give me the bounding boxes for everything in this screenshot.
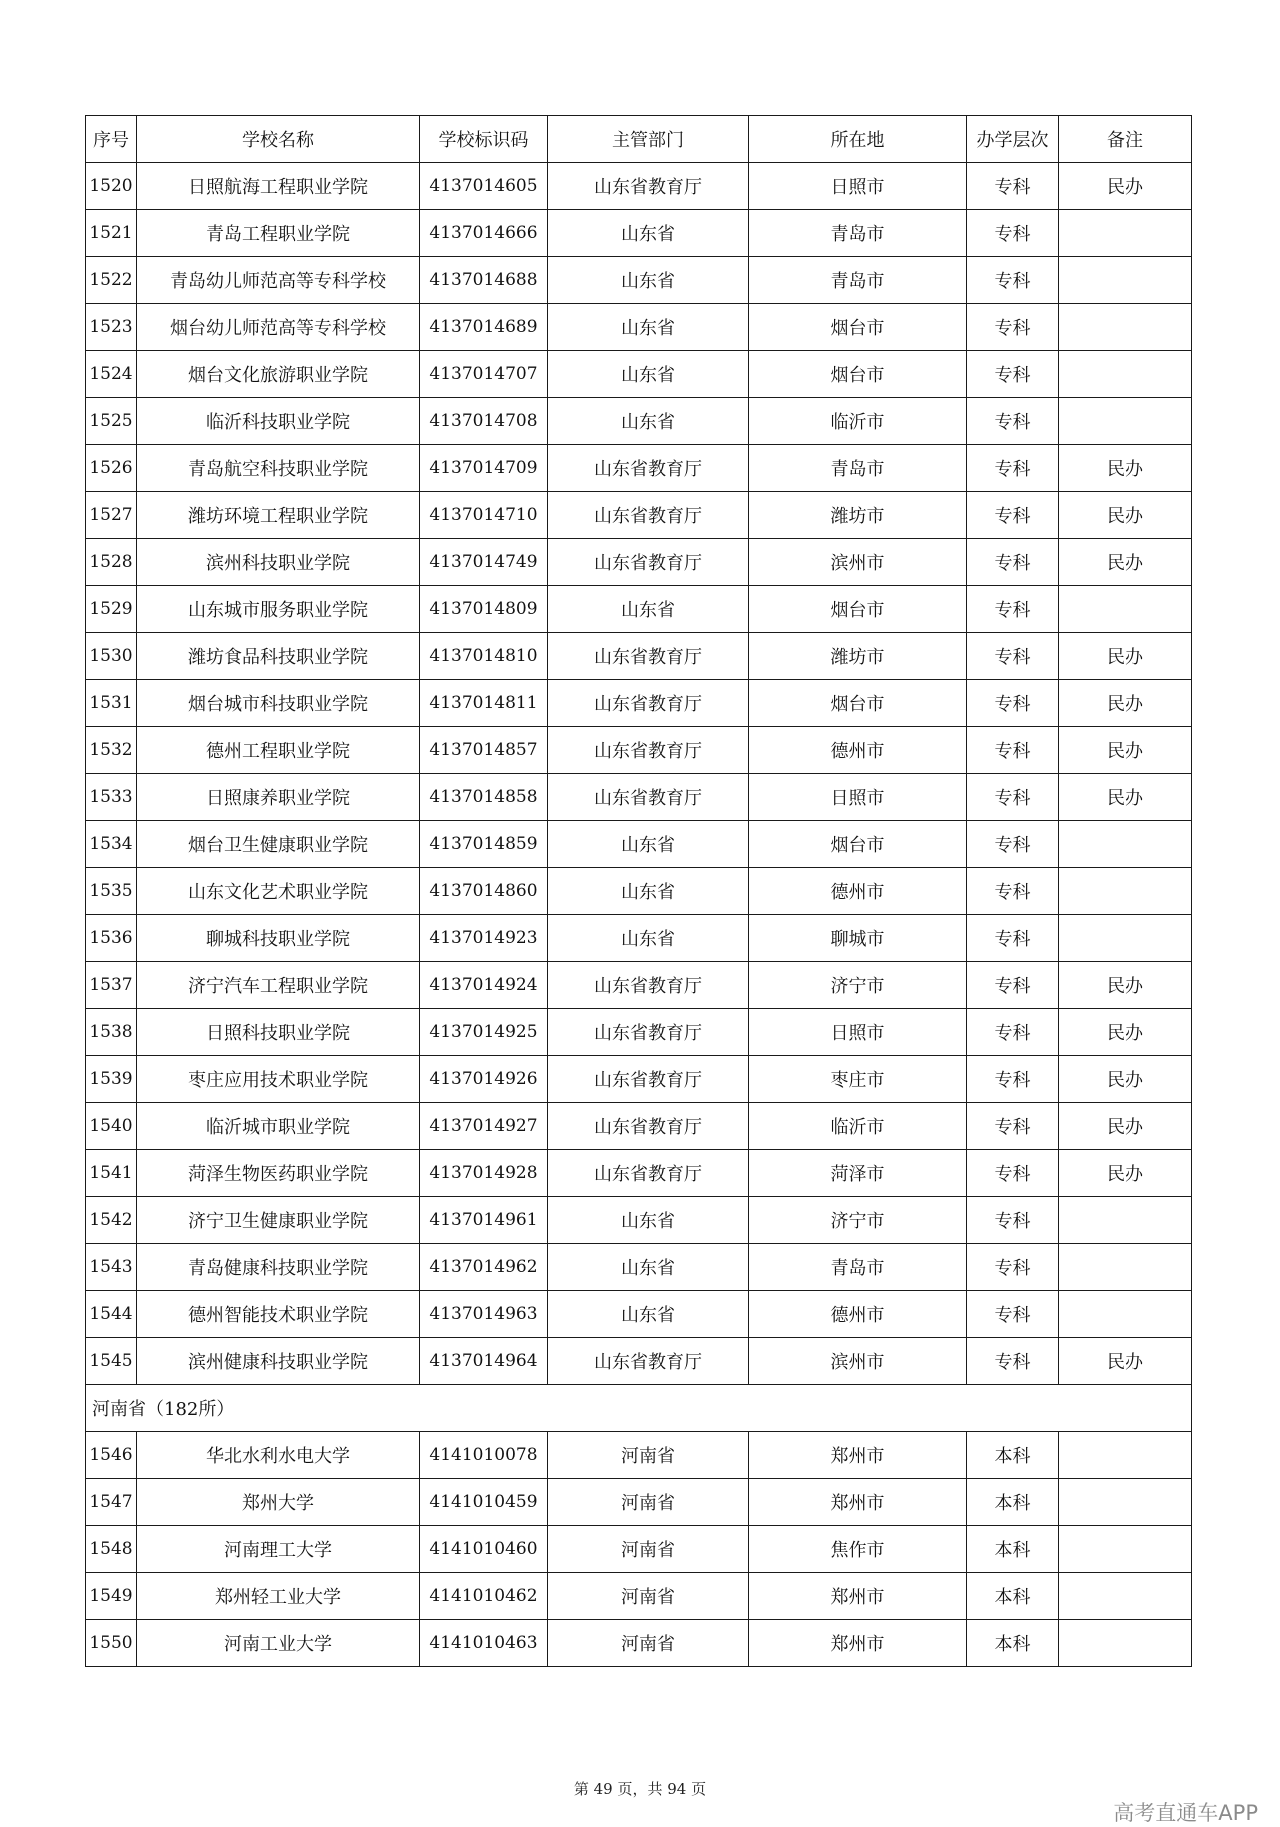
cell-remark	[1059, 1479, 1192, 1526]
cell-seq: 1522	[86, 257, 137, 304]
cell-authority: 山东省	[548, 210, 749, 257]
cell-location: 郑州市	[749, 1432, 967, 1479]
cell-level: 专科	[967, 1244, 1059, 1291]
cell-location: 烟台市	[749, 586, 967, 633]
cell-location: 青岛市	[749, 445, 967, 492]
cell-level: 专科	[967, 1197, 1059, 1244]
cell-remark	[1059, 210, 1192, 257]
cell-location: 德州市	[749, 868, 967, 915]
cell-location: 滨州市	[749, 1338, 967, 1385]
cell-school-name: 山东文化艺术职业学院	[137, 868, 420, 915]
cell-level: 本科	[967, 1526, 1059, 1573]
cell-remark: 民办	[1059, 1056, 1192, 1103]
cell-school-name: 滨州健康科技职业学院	[137, 1338, 420, 1385]
cell-authority: 河南省	[548, 1432, 749, 1479]
cell-school-code: 4141010459	[420, 1479, 548, 1526]
table-row	[86, 962, 1192, 1009]
cell-school-code: 4141010463	[420, 1620, 548, 1667]
cell-seq: 1542	[86, 1197, 137, 1244]
cell-level: 专科	[967, 633, 1059, 680]
cell-school-code: 4141010462	[420, 1573, 548, 1620]
cell-remark: 民办	[1059, 962, 1192, 1009]
cell-school-code: 4137014749	[420, 539, 548, 586]
cell-authority: 山东省教育厅	[548, 539, 749, 586]
cell-location: 枣庄市	[749, 1056, 967, 1103]
cell-school-name: 滨州科技职业学院	[137, 539, 420, 586]
table-row	[86, 539, 1192, 586]
cell-school-name: 德州智能技术职业学院	[137, 1291, 420, 1338]
cell-school-name: 潍坊环境工程职业学院	[137, 492, 420, 539]
cell-seq: 1520	[86, 163, 137, 210]
cell-remark	[1059, 821, 1192, 868]
cell-school-name: 烟台文化旅游职业学院	[137, 351, 420, 398]
cell-school-code: 4137014963	[420, 1291, 548, 1338]
cell-remark: 民办	[1059, 163, 1192, 210]
table-row	[86, 1103, 1192, 1150]
cell-seq: 1535	[86, 868, 137, 915]
cell-location: 潍坊市	[749, 633, 967, 680]
cell-seq: 1538	[86, 1009, 137, 1056]
cell-location: 滨州市	[749, 539, 967, 586]
cell-location: 青岛市	[749, 257, 967, 304]
cell-remark	[1059, 915, 1192, 962]
cell-seq: 1548	[86, 1526, 137, 1573]
cell-authority: 山东省	[548, 1244, 749, 1291]
cell-seq: 1543	[86, 1244, 137, 1291]
cell-school-name: 郑州大学	[137, 1479, 420, 1526]
cell-level: 本科	[967, 1620, 1059, 1667]
table-section-henan	[86, 1385, 1192, 1432]
cell-school-code: 4137014928	[420, 1150, 548, 1197]
cell-seq: 1530	[86, 633, 137, 680]
cell-authority: 山东省	[548, 1197, 749, 1244]
cell-level: 本科	[967, 1573, 1059, 1620]
cell-school-code: 4137014810	[420, 633, 548, 680]
cell-authority: 山东省教育厅	[548, 1103, 749, 1150]
cell-remark: 民办	[1059, 492, 1192, 539]
cell-authority: 山东省	[548, 1291, 749, 1338]
table-row	[86, 774, 1192, 821]
cell-remark: 民办	[1059, 1338, 1192, 1385]
cell-school-name: 郑州轻工业大学	[137, 1573, 420, 1620]
cell-school-code: 4141010078	[420, 1432, 548, 1479]
cell-school-code: 4137014708	[420, 398, 548, 445]
cell-remark	[1059, 1526, 1192, 1573]
cell-school-name: 枣庄应用技术职业学院	[137, 1056, 420, 1103]
cell-school-code: 4137014964	[420, 1338, 548, 1385]
cell-remark: 民办	[1059, 774, 1192, 821]
cell-school-code: 4137014689	[420, 304, 548, 351]
cell-seq: 1549	[86, 1573, 137, 1620]
cell-location: 烟台市	[749, 351, 967, 398]
table-row	[86, 1526, 1192, 1573]
cell-remark: 民办	[1059, 1009, 1192, 1056]
cell-level: 专科	[967, 868, 1059, 915]
table-row	[86, 1479, 1192, 1526]
cell-school-name: 青岛幼儿师范高等专科学校	[137, 257, 420, 304]
cell-remark: 民办	[1059, 633, 1192, 680]
cell-school-name: 青岛工程职业学院	[137, 210, 420, 257]
cell-school-code: 4137014710	[420, 492, 548, 539]
table-body-henan	[86, 1432, 1192, 1667]
column-header-location: 所在地	[749, 116, 967, 163]
cell-school-name: 河南理工大学	[137, 1526, 420, 1573]
cell-authority: 山东省教育厅	[548, 492, 749, 539]
cell-seq: 1525	[86, 398, 137, 445]
column-header-remark: 备注	[1059, 116, 1192, 163]
cell-level: 专科	[967, 351, 1059, 398]
cell-school-code: 4137014926	[420, 1056, 548, 1103]
cell-seq: 1541	[86, 1150, 137, 1197]
cell-remark	[1059, 1620, 1192, 1667]
cell-seq: 1532	[86, 727, 137, 774]
cell-location: 郑州市	[749, 1620, 967, 1667]
cell-remark	[1059, 586, 1192, 633]
cell-remark: 民办	[1059, 727, 1192, 774]
cell-school-code: 4141010460	[420, 1526, 548, 1573]
cell-location: 青岛市	[749, 210, 967, 257]
table-row	[86, 868, 1192, 915]
cell-remark: 民办	[1059, 1103, 1192, 1150]
cell-authority: 山东省	[548, 868, 749, 915]
table-row	[86, 445, 1192, 492]
cell-school-code: 4137014688	[420, 257, 548, 304]
cell-seq: 1539	[86, 1056, 137, 1103]
cell-location: 菏泽市	[749, 1150, 967, 1197]
cell-level: 专科	[967, 1150, 1059, 1197]
cell-level: 专科	[967, 1056, 1059, 1103]
table-row	[86, 1620, 1192, 1667]
cell-level: 专科	[967, 586, 1059, 633]
cell-location: 青岛市	[749, 1244, 967, 1291]
cell-school-code: 4137014857	[420, 727, 548, 774]
cell-location: 烟台市	[749, 680, 967, 727]
cell-school-code: 4137014709	[420, 445, 548, 492]
cell-level: 专科	[967, 915, 1059, 962]
cell-authority: 山东省教育厅	[548, 680, 749, 727]
cell-location: 日照市	[749, 1009, 967, 1056]
cell-seq: 1533	[86, 774, 137, 821]
cell-school-code: 4137014666	[420, 210, 548, 257]
cell-school-code: 4137014923	[420, 915, 548, 962]
table-row	[86, 1244, 1192, 1291]
cell-school-code: 4137014962	[420, 1244, 548, 1291]
cell-level: 专科	[967, 727, 1059, 774]
cell-remark: 民办	[1059, 539, 1192, 586]
section-row	[86, 1385, 1192, 1432]
cell-level: 专科	[967, 304, 1059, 351]
cell-school-name: 聊城科技职业学院	[137, 915, 420, 962]
cell-remark	[1059, 1291, 1192, 1338]
cell-school-code: 4137014860	[420, 868, 548, 915]
table-row	[86, 1338, 1192, 1385]
table-body-shandong	[86, 163, 1192, 1385]
cell-school-name: 临沂城市职业学院	[137, 1103, 420, 1150]
column-header-school-name: 学校名称	[137, 116, 420, 163]
cell-location: 郑州市	[749, 1573, 967, 1620]
cell-remark	[1059, 1432, 1192, 1479]
cell-seq: 1536	[86, 915, 137, 962]
cell-school-code: 4137014605	[420, 163, 548, 210]
cell-school-name: 潍坊食品科技职业学院	[137, 633, 420, 680]
column-header-level: 办学层次	[967, 116, 1059, 163]
cell-school-name: 德州工程职业学院	[137, 727, 420, 774]
table-row	[86, 1009, 1192, 1056]
cell-school-name: 烟台卫生健康职业学院	[137, 821, 420, 868]
cell-level: 专科	[967, 398, 1059, 445]
table-row	[86, 1197, 1192, 1244]
cell-authority: 山东省教育厅	[548, 727, 749, 774]
cell-seq: 1537	[86, 962, 137, 1009]
cell-remark: 民办	[1059, 445, 1192, 492]
cell-authority: 山东省教育厅	[548, 1338, 749, 1385]
section-label: 河南省（182所）	[86, 1385, 1192, 1432]
cell-location: 济宁市	[749, 1197, 967, 1244]
cell-level: 专科	[967, 445, 1059, 492]
table-row	[86, 163, 1192, 210]
cell-authority: 山东省教育厅	[548, 633, 749, 680]
cell-remark	[1059, 304, 1192, 351]
table-row	[86, 1150, 1192, 1197]
column-header-seq: 序号	[86, 116, 137, 163]
cell-school-name: 日照康养职业学院	[137, 774, 420, 821]
cell-level: 本科	[967, 1479, 1059, 1526]
cell-school-name: 青岛航空科技职业学院	[137, 445, 420, 492]
cell-school-code: 4137014859	[420, 821, 548, 868]
cell-school-code: 4137014809	[420, 586, 548, 633]
table-row	[86, 633, 1192, 680]
cell-seq: 1521	[86, 210, 137, 257]
cell-location: 烟台市	[749, 821, 967, 868]
cell-seq: 1546	[86, 1432, 137, 1479]
page-footer: 第 49 页，共 94 页	[573, 1780, 707, 1798]
cell-authority: 山东省教育厅	[548, 1056, 749, 1103]
cell-location: 济宁市	[749, 962, 967, 1009]
cell-remark: 民办	[1059, 680, 1192, 727]
cell-school-code: 4137014925	[420, 1009, 548, 1056]
cell-school-name: 日照航海工程职业学院	[137, 163, 420, 210]
cell-remark	[1059, 1244, 1192, 1291]
cell-school-code: 4137014811	[420, 680, 548, 727]
cell-authority: 河南省	[548, 1526, 749, 1573]
cell-level: 专科	[967, 1009, 1059, 1056]
cell-level: 专科	[967, 1103, 1059, 1150]
table-row	[86, 492, 1192, 539]
cell-remark	[1059, 1573, 1192, 1620]
cell-location: 临沂市	[749, 1103, 967, 1150]
cell-remark	[1059, 1197, 1192, 1244]
cell-authority: 河南省	[548, 1620, 749, 1667]
cell-level: 专科	[967, 962, 1059, 1009]
cell-seq: 1524	[86, 351, 137, 398]
cell-seq: 1547	[86, 1479, 137, 1526]
cell-authority: 山东省教育厅	[548, 1009, 749, 1056]
table-row	[86, 1291, 1192, 1338]
cell-authority: 河南省	[548, 1479, 749, 1526]
cell-seq: 1523	[86, 304, 137, 351]
cell-school-name: 河南工业大学	[137, 1620, 420, 1667]
cell-level: 专科	[967, 210, 1059, 257]
cell-authority: 山东省教育厅	[548, 774, 749, 821]
cell-school-name: 济宁卫生健康职业学院	[137, 1197, 420, 1244]
table-row	[86, 304, 1192, 351]
cell-location: 德州市	[749, 727, 967, 774]
cell-authority: 山东省教育厅	[548, 163, 749, 210]
table-row	[86, 257, 1192, 304]
cell-seq: 1531	[86, 680, 137, 727]
cell-authority: 山东省教育厅	[548, 445, 749, 492]
cell-school-code: 4137014961	[420, 1197, 548, 1244]
cell-authority: 山东省	[548, 257, 749, 304]
cell-authority: 山东省教育厅	[548, 962, 749, 1009]
cell-location: 焦作市	[749, 1526, 967, 1573]
cell-remark	[1059, 351, 1192, 398]
cell-authority: 山东省	[548, 351, 749, 398]
table-row	[86, 915, 1192, 962]
cell-remark: 民办	[1059, 1150, 1192, 1197]
table-row	[86, 586, 1192, 633]
cell-authority: 山东省	[548, 821, 749, 868]
cell-school-code: 4137014924	[420, 962, 548, 1009]
cell-level: 专科	[967, 539, 1059, 586]
cell-school-name: 烟台幼儿师范高等专科学校	[137, 304, 420, 351]
cell-authority: 河南省	[548, 1573, 749, 1620]
cell-authority: 山东省	[548, 586, 749, 633]
cell-remark	[1059, 868, 1192, 915]
cell-location: 日照市	[749, 163, 967, 210]
table-row	[86, 1573, 1192, 1620]
cell-school-name: 日照科技职业学院	[137, 1009, 420, 1056]
cell-seq: 1534	[86, 821, 137, 868]
cell-level: 专科	[967, 821, 1059, 868]
cell-location: 烟台市	[749, 304, 967, 351]
cell-level: 专科	[967, 680, 1059, 727]
watermark-logo-text: 高考直通车APP	[1113, 1801, 1258, 1825]
cell-school-name: 临沂科技职业学院	[137, 398, 420, 445]
cell-seq: 1550	[86, 1620, 137, 1667]
cell-location: 日照市	[749, 774, 967, 821]
table-row	[86, 398, 1192, 445]
cell-school-name: 烟台城市科技职业学院	[137, 680, 420, 727]
cell-location: 郑州市	[749, 1479, 967, 1526]
cell-level: 专科	[967, 1291, 1059, 1338]
cell-level: 专科	[967, 492, 1059, 539]
cell-remark	[1059, 398, 1192, 445]
table-header-row	[86, 116, 1192, 163]
table-row	[86, 351, 1192, 398]
table-row	[86, 727, 1192, 774]
cell-seq: 1540	[86, 1103, 137, 1150]
cell-location: 临沂市	[749, 398, 967, 445]
cell-school-name: 济宁汽车工程职业学院	[137, 962, 420, 1009]
cell-level: 专科	[967, 774, 1059, 821]
cell-level: 专科	[967, 1338, 1059, 1385]
cell-seq: 1528	[86, 539, 137, 586]
cell-level: 专科	[967, 257, 1059, 304]
cell-location: 德州市	[749, 1291, 967, 1338]
cell-school-code: 4137014707	[420, 351, 548, 398]
cell-authority: 山东省	[548, 398, 749, 445]
cell-school-name: 青岛健康科技职业学院	[137, 1244, 420, 1291]
cell-authority: 山东省教育厅	[548, 1150, 749, 1197]
cell-school-name: 菏泽生物医药职业学院	[137, 1150, 420, 1197]
cell-school-code: 4137014927	[420, 1103, 548, 1150]
table-row	[86, 210, 1192, 257]
table-row	[86, 1056, 1192, 1103]
cell-seq: 1544	[86, 1291, 137, 1338]
table-row	[86, 680, 1192, 727]
cell-school-code: 4137014858	[420, 774, 548, 821]
cell-level: 本科	[967, 1432, 1059, 1479]
cell-seq: 1527	[86, 492, 137, 539]
cell-location: 潍坊市	[749, 492, 967, 539]
cell-school-name: 华北水利水电大学	[137, 1432, 420, 1479]
school-list-table	[85, 115, 1192, 1667]
cell-location: 聊城市	[749, 915, 967, 962]
table-row	[86, 821, 1192, 868]
cell-seq: 1526	[86, 445, 137, 492]
cell-seq: 1529	[86, 586, 137, 633]
column-header-school-code: 学校标识码	[420, 116, 548, 163]
cell-remark	[1059, 257, 1192, 304]
cell-seq: 1545	[86, 1338, 137, 1385]
column-header-authority: 主管部门	[548, 116, 749, 163]
cell-authority: 山东省	[548, 915, 749, 962]
table-row	[86, 1432, 1192, 1479]
cell-level: 专科	[967, 163, 1059, 210]
cell-school-name: 山东城市服务职业学院	[137, 586, 420, 633]
cell-authority: 山东省	[548, 304, 749, 351]
